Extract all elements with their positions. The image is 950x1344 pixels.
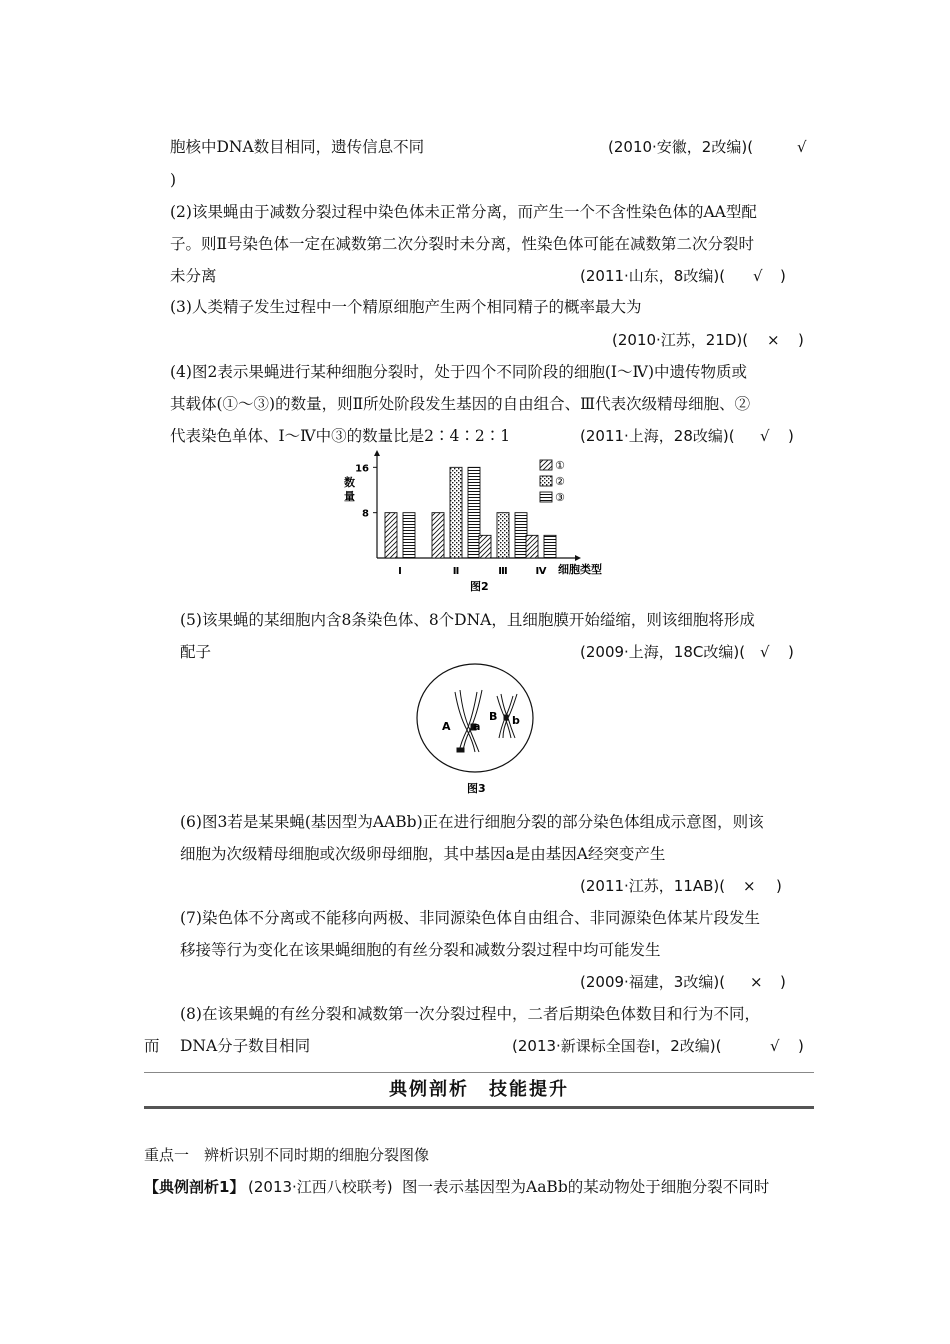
x-tick-label-0: Ⅰ <box>398 566 402 577</box>
y-tick-label-8: 8 <box>362 508 369 520</box>
bar-③-Ⅱ <box>468 467 480 558</box>
item-6-mark: × <box>743 877 756 895</box>
item-3-line-1: (3)人类精子发生过程中一个精原细胞产生两个相同精子的概率最大为 <box>170 298 642 316</box>
item-6-line-1: (6)图3若是某果蝇(基因型为AABb)正在进行细胞分裂的部分染色体组成示意图，则该 <box>180 813 764 831</box>
item-4-source: (2011·上海，28改编)( <box>580 427 735 445</box>
item-1-line-2: ) <box>170 171 177 189</box>
legend-swatch-2 <box>540 492 552 502</box>
section-title: 典例剖析 技能提升 <box>389 1079 569 1100</box>
figure-2-ylabel-char-2: 量 <box>344 490 355 503</box>
bar-③-Ⅳ <box>544 535 556 558</box>
item-8-line-2a: 而 <box>144 1037 160 1055</box>
item-2-close: ) <box>780 267 786 285</box>
item-8-line-2b: DNA分子数目相同 <box>180 1037 311 1055</box>
item-2-line-1: (2)该果蝇由于减数分裂过程中染色体未正常分离，而产生一个不含性染色体的AA型配 <box>170 203 757 221</box>
item-5-close: ) <box>788 643 794 661</box>
item-1-mark: √ <box>797 138 807 156</box>
bar-②-Ⅱ <box>450 467 462 558</box>
item-8-mark: √ <box>770 1037 780 1055</box>
x-tick-label-2: Ⅲ <box>498 566 508 577</box>
figure-2-xlabel: 细胞类型 <box>558 563 602 576</box>
item-8-source: (2013·新课标全国卷Ⅰ，2改编)( <box>512 1037 722 1055</box>
item-1-line-1: 胞核中DNA数目相同，遗传信息不同 <box>170 138 425 156</box>
item-3-close: ) <box>798 331 804 349</box>
figure-3-caption: 图3 <box>467 782 486 795</box>
y-axis-arrow <box>374 450 380 456</box>
gene-label-B: B <box>489 710 498 723</box>
bar-①-Ⅰ <box>385 513 397 558</box>
item-6-close: ) <box>776 877 782 895</box>
item-7-line-1: (7)染色体不分离或不能移向两极、非同源染色体自由组合、非同源染色体某片段发生 <box>180 909 760 927</box>
item-2-source: (2011·山东，8改编)( <box>580 267 726 285</box>
item-7-source: (2009·福建，3改编)( <box>580 973 726 991</box>
figure-2-bar-chart <box>330 448 620 596</box>
legend-label-1: ② <box>555 475 565 488</box>
item-3-mark: × <box>767 331 780 349</box>
y-tick-label-16: 16 <box>355 463 369 475</box>
item-4-line-2: 其载体(①～③)的数量，则Ⅱ所处阶段发生基因的自由组合、Ⅲ代表次级精母细胞、② <box>170 395 751 413</box>
item-5-source: (2009·上海，18C改编)( <box>580 643 746 661</box>
figure-2-ylabel-char-1: 数 <box>344 476 355 489</box>
gene-label-a: a <box>473 720 481 733</box>
item-5-line-1: (5)该果蝇的某细胞内含8条染色体、8个DNA，且细胞膜开始缢缩，则该细胞将形成 <box>180 611 755 629</box>
bar-③-Ⅲ <box>515 513 527 558</box>
item-6-source: (2011·江苏，11AB)( <box>580 877 726 895</box>
item-7-mark: × <box>750 973 763 991</box>
item-7-close: ) <box>780 973 786 991</box>
gene-label-A: A <box>442 720 451 733</box>
x-tick-label-1: Ⅱ <box>452 566 460 577</box>
item-7-line-2: 移接等行为变化在该果蝇细胞的有丝分裂和减数分裂过程中均可能发生 <box>180 941 661 959</box>
item-2-line-3: 未分离 <box>170 267 217 285</box>
bar-①-Ⅱ <box>432 513 444 558</box>
item-5-mark: √ <box>760 643 770 661</box>
subheading: 重点一 辨析识别不同时期的细胞分裂图像 <box>144 1146 430 1164</box>
item-3-source: (2010·江苏，21D)( <box>612 331 749 349</box>
legend-swatch-1 <box>540 476 552 486</box>
x-axis-arrow <box>575 555 581 561</box>
example-label: 【典例剖析1】 <box>144 1178 245 1196</box>
legend-swatch-0 <box>540 460 552 470</box>
item-5-line-2: 配子 <box>180 643 212 661</box>
item-4-close: ) <box>788 427 794 445</box>
bar-②-Ⅲ <box>497 513 509 558</box>
section-rule-bottom <box>144 1106 814 1109</box>
item-4-line-1: (4)图2表示果蝇进行某种细胞分裂时，处于四个不同阶段的细胞(Ⅰ～Ⅳ)中遗传物质或 <box>170 363 748 381</box>
item-2-line-2: 子。则Ⅱ号染色体一定在减数第二次分裂时未分离，性染色体可能在减数第二次分裂时 <box>170 235 755 253</box>
x-tick-label-3: Ⅳ <box>535 566 547 577</box>
item-6-line-2: 细胞为次级精母细胞或次级卵母细胞，其中基因a是由基因A经突变产生 <box>180 845 666 863</box>
bar-①-Ⅳ <box>526 535 538 558</box>
item-4-line-3: 代表染色单体、Ⅰ～Ⅳ中③的数量比是2∶4∶2∶1 <box>170 427 511 445</box>
bar-③-Ⅰ <box>403 513 415 558</box>
legend-label-2: ③ <box>555 491 565 504</box>
bar-①-Ⅲ <box>479 535 491 558</box>
item-4-mark: √ <box>760 427 770 445</box>
item-8-close: ) <box>798 1037 804 1055</box>
legend-label-0: ① <box>555 459 565 472</box>
item-1-source: (2010·安徽，2改编)( <box>608 138 754 156</box>
example-text: 图一表示基因型为AaBb的某动物处于细胞分裂不同时 <box>402 1178 770 1196</box>
item-2-mark: √ <box>753 267 763 285</box>
example-source: (2013·江西八校联考) <box>248 1178 393 1196</box>
item-8-line-1: (8)在该果蝇的有丝分裂和减数第一次分裂过程中，二者后期染色体数目和行为不同， <box>180 1005 760 1023</box>
gene-label-b: b <box>512 714 520 727</box>
figure-2-caption: 图2 <box>470 580 489 593</box>
figure-3-cell-diagram <box>415 660 535 798</box>
